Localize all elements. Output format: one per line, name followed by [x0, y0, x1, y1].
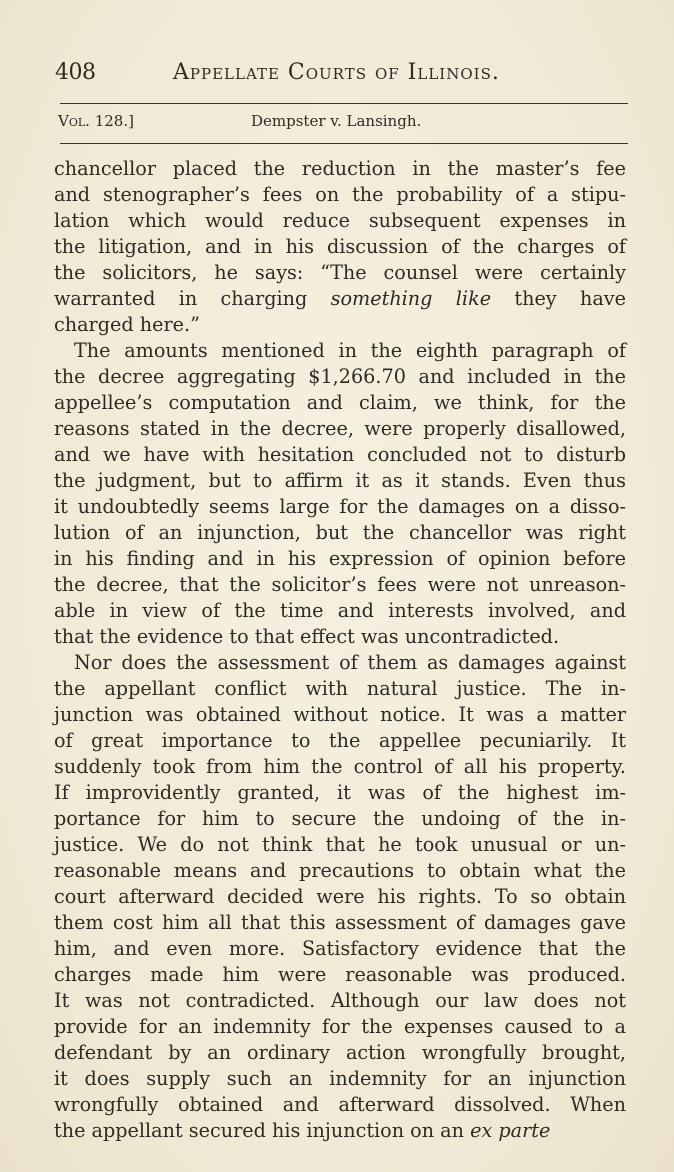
text-line — [54, 208, 626, 234]
text-run: suddenly took from him the control of all his property. — [54, 755, 626, 778]
text-run: reasons stated in the decree, were properly disallowed, — [54, 417, 626, 440]
text-run: The amounts mentioned in the eighth paragraph of — [74, 339, 626, 362]
text-run: junction was obtained without notice. It was a matter — [54, 703, 626, 726]
text-run: them cost him all that this assessment of damages gave — [54, 911, 626, 934]
text-run: the appellant conflict with natural justice. The in- — [54, 677, 626, 700]
paragraph — [54, 650, 626, 1144]
text-line — [54, 702, 626, 728]
text-line — [54, 988, 626, 1014]
text-line — [54, 312, 626, 338]
text-line — [54, 234, 626, 260]
text-line — [54, 286, 626, 312]
text-run: of great importance to the appellee pecuniarily. It — [54, 729, 626, 752]
text-line — [54, 624, 626, 650]
text-line — [54, 572, 626, 598]
text-run: lation which would reduce subsequent expenses in — [54, 209, 626, 232]
text-run: justice. We do not think that he took unusual or un- — [54, 833, 626, 856]
text-run: Nor does the assessment of them as damages against — [74, 651, 626, 674]
text-run: wrongfully obtained and afterward dissolved. When — [54, 1093, 626, 1116]
text-run: reasonable means and precautions to obtain what the — [54, 859, 626, 882]
text-run: the decree aggregating $1,266.70 and included in the — [54, 365, 626, 388]
text-run: It was not contradicted. Although our law does not — [54, 989, 626, 1012]
text-run: provide for an indemnity for the expenses caused to a — [54, 1015, 626, 1038]
text-line — [54, 1014, 626, 1040]
header-rule-bottom — [60, 143, 628, 144]
text-line — [54, 858, 626, 884]
header-rule-top — [60, 103, 628, 104]
text-run: him, and even more. Satisfactory evidence that the — [54, 937, 626, 960]
text-line — [54, 520, 626, 546]
body-text — [54, 156, 626, 1144]
text-run: charges made him were reasonable was produced. — [54, 963, 626, 986]
text-line — [54, 416, 626, 442]
text-run: charged here.” — [54, 313, 200, 336]
text-run: that the evidence to that effect was uncontradicted. — [54, 625, 560, 648]
text-line — [54, 1118, 626, 1144]
text-line — [54, 598, 626, 624]
text-line — [54, 910, 626, 936]
text-line — [54, 182, 626, 208]
text-line — [54, 156, 626, 182]
text-run: the judgment, but to affirm it as it stands. Even thus — [54, 469, 626, 492]
text-line — [54, 1066, 626, 1092]
text-run: the solicitors, he says: “The counsel were certainly — [54, 261, 626, 284]
text-line — [54, 390, 626, 416]
text-run: lution of an injunction, but the chancellor was right — [54, 521, 626, 544]
text-line — [54, 260, 626, 286]
text-run: warranted in charging — [54, 287, 331, 310]
text-run: If improvidently granted, it was of the highest im- — [54, 781, 626, 804]
text-run: and we have with hesitation concluded not to disturb — [54, 443, 626, 466]
page-number: 408 — [55, 60, 96, 85]
text-line — [54, 832, 626, 858]
text-line — [54, 1040, 626, 1066]
text-line — [54, 468, 626, 494]
text-line — [54, 806, 626, 832]
text-run: and stenographer’s fees on the probability of a stipu- — [54, 183, 626, 206]
italic-phrase: something like — [330, 287, 492, 310]
text-line — [54, 676, 626, 702]
text-run: chancellor placed the reduction in the master’s fee — [54, 157, 626, 180]
text-line — [54, 936, 626, 962]
text-line — [54, 780, 626, 806]
running-head — [55, 58, 625, 98]
text-run: in his finding and in his expression of opinion before — [54, 547, 626, 570]
paragraph — [54, 338, 626, 650]
case-title: Dempster v. Lansingh. — [251, 112, 422, 130]
text-line — [54, 364, 626, 390]
text-run: the decree, that the solicitor’s fees were not unreason- — [54, 573, 626, 596]
text-line — [54, 962, 626, 988]
text-run: able in view of the time and interests involved, and — [54, 599, 626, 622]
text-run: it does supply such an indemnity for an injunction — [54, 1067, 626, 1090]
text-line — [54, 650, 626, 676]
text-line — [54, 442, 626, 468]
text-line — [54, 338, 626, 364]
text-run: the litigation, and in his discussion of the charges of — [54, 235, 626, 258]
text-line — [54, 754, 626, 780]
text-line — [54, 546, 626, 572]
volume-label: Vol. 128.] — [58, 112, 134, 130]
text-run: appellee’s computation and claim, we think, for the — [54, 391, 626, 414]
paragraph — [54, 156, 626, 338]
text-run: defendant by an ordinary action wrongfully brought, — [54, 1041, 626, 1064]
text-line — [54, 728, 626, 754]
text-line — [54, 494, 626, 520]
italic-phrase: ex parte — [470, 1119, 551, 1142]
text-line — [54, 1092, 626, 1118]
text-run: it undoubtedly seems large for the damages on a disso- — [54, 495, 626, 518]
text-run: they have — [491, 287, 626, 310]
text-run: the appellant secured his injunction on an — [54, 1119, 471, 1142]
running-title: Appellate Courts of Illinois. — [173, 60, 500, 85]
text-run: court afterward decided were his rights. To so obtain — [54, 885, 626, 908]
text-run: portance for him to secure the undoing of the in- — [54, 807, 626, 830]
case-line — [58, 112, 628, 136]
text-line — [54, 884, 626, 910]
